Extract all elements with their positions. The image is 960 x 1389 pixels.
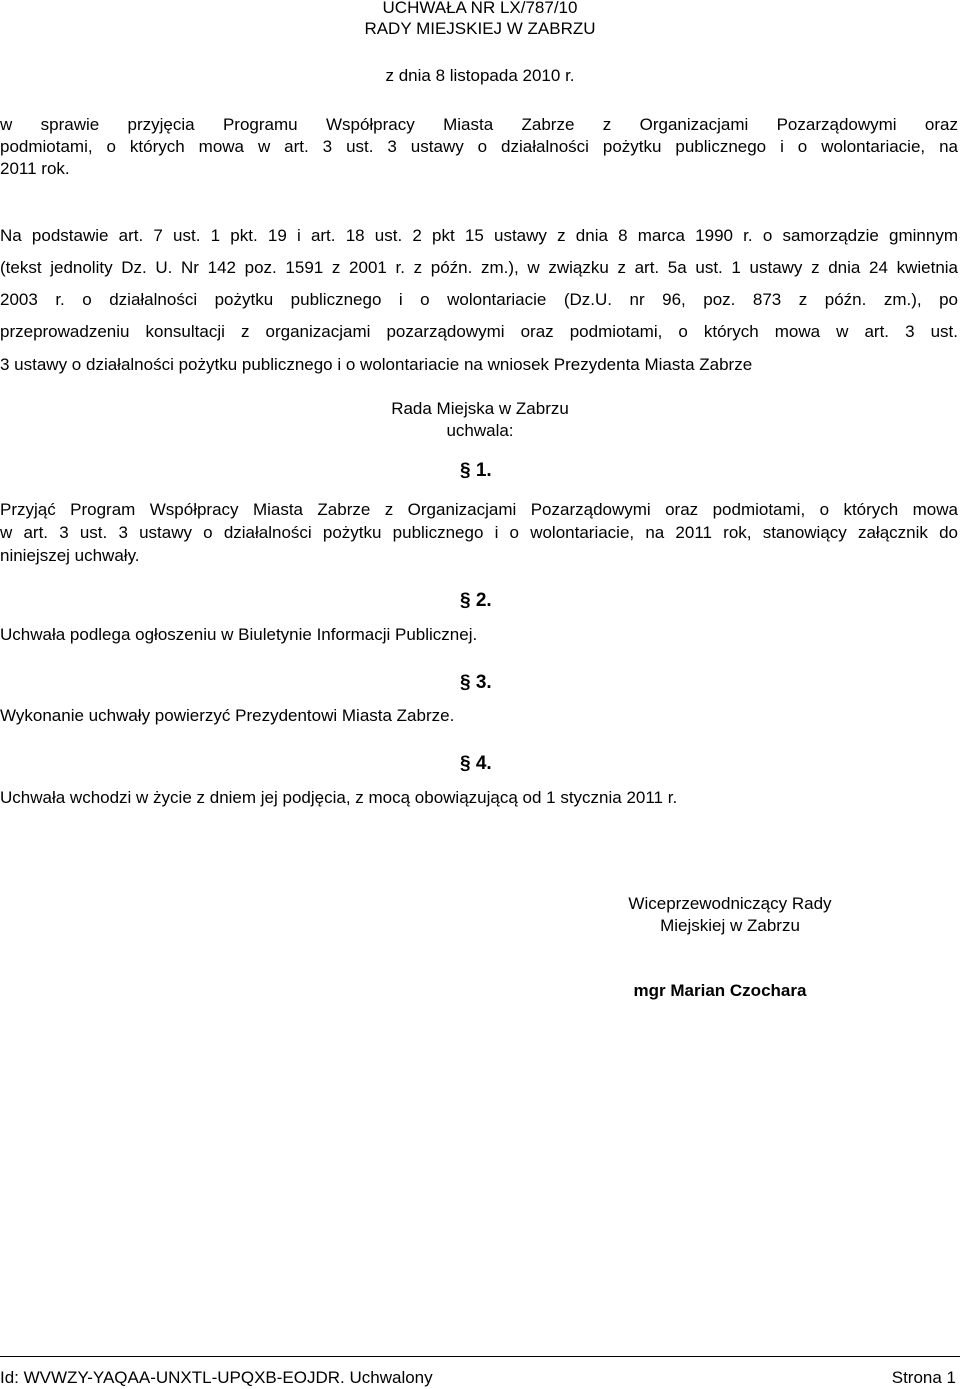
footer-divider	[0, 1356, 960, 1357]
basis-line-4: przeprowadzeniu konsultacji z organizacjami pozarządowymi oraz podmiotami, o których mowa w art. 3 ust.	[0, 322, 958, 341]
document-date: z dnia 8 listopada 2010 r.	[385, 66, 575, 85]
section-sign-icon: §	[460, 460, 471, 481]
section-2-number: 2.	[475, 590, 492, 611]
basis-line-3: 2003 r. o działalności pożytku publicznego i o wolontariacie (Dz.U. nr 96, poz. 873 z późn. zm.), po	[0, 290, 958, 309]
section-1-number: 1.	[475, 460, 492, 481]
section-1-line-2: w art. 3 ust. 3 ustawy o działalności pożytku publicznego i o wolontariacie, na 2011 rok, stanowiący załącznik do	[0, 523, 958, 542]
section-sign-icon: §	[460, 753, 471, 774]
basis-line-5: 3 ustawy o działalności pożytku publicznego i o wolontariacie na wniosek Prezydenta Miasta Zabrze	[0, 355, 753, 374]
section-4-number: 4.	[475, 753, 492, 774]
document-title-line2: RADY MIEJSKIEJ W ZABRZU	[364, 19, 596, 38]
resolves-word: uchwala:	[446, 421, 514, 440]
council-name: Rada Miejska w Zabrzu	[391, 399, 569, 418]
basis-line-2: (tekst jednolity Dz. U. Nr 142 poz. 1591 z 2001 r. z późn. zm.), w związku z art. 5a ust. 1 ustawy z dnia 24 kwietnia	[0, 258, 958, 277]
section-3-heading	[460, 672, 492, 694]
subject-line-3: 2011 rok.	[0, 159, 70, 178]
section-sign-icon: §	[460, 590, 471, 611]
signatory-role-line-2: Miejskiej w Zabrzu	[660, 916, 800, 935]
section-3-number: 3.	[475, 672, 492, 693]
section-2-heading	[460, 590, 492, 612]
document-title-line1: UCHWAŁA NR LX/787/10	[382, 0, 578, 17]
section-1-heading	[460, 460, 492, 482]
section-4-heading	[460, 753, 492, 775]
section-1-line-3: niniejszej uchwały.	[0, 546, 140, 565]
section-1-line-1: Przyjąć Program Współpracy Miasta Zabrze z Organizacjami Pozarządowymi oraz podmiotami, o których mowa	[0, 500, 958, 519]
subject-line-2: podmiotami, o których mowa w art. 3 ust. 3 ustawy o działalności pożytku publicznego i o wolontariacie, na	[0, 137, 958, 156]
section-sign-icon: §	[460, 672, 471, 693]
footer-document-id: Id: WVWZY-YAQAA-UNXTL-UPQXB-EOJDR. Uchwalony	[0, 1368, 433, 1387]
subject-line-1: w sprawie przyjęcia Programu Współpracy Miasta Zabrze z Organizacjami Pozarządowymi oraz	[0, 115, 958, 134]
basis-line-1: Na podstawie art. 7 ust. 1 pkt. 19 i art. 18 ust. 2 pkt 15 ustawy z dnia 8 marca 1990 r. o samorządzie gminnym	[0, 226, 958, 245]
section-2-text: Uchwała podlega ogłoszeniu w Biuletynie Informacji Publicznej.	[0, 625, 478, 644]
section-3-text: Wykonanie uchwały powierzyć Prezydentowi Miasta Zabrze.	[0, 706, 455, 725]
footer-page-number: Strona 1	[891, 1368, 956, 1387]
signatory-name: mgr Marian Czochara	[633, 981, 807, 1000]
signatory-role-line-1: Wiceprzewodniczący Rady	[628, 894, 832, 913]
section-4-text: Uchwała wchodzi w życie z dniem jej podjęcia, z mocą obowiązującą od 1 stycznia 2011 r.	[0, 788, 678, 807]
